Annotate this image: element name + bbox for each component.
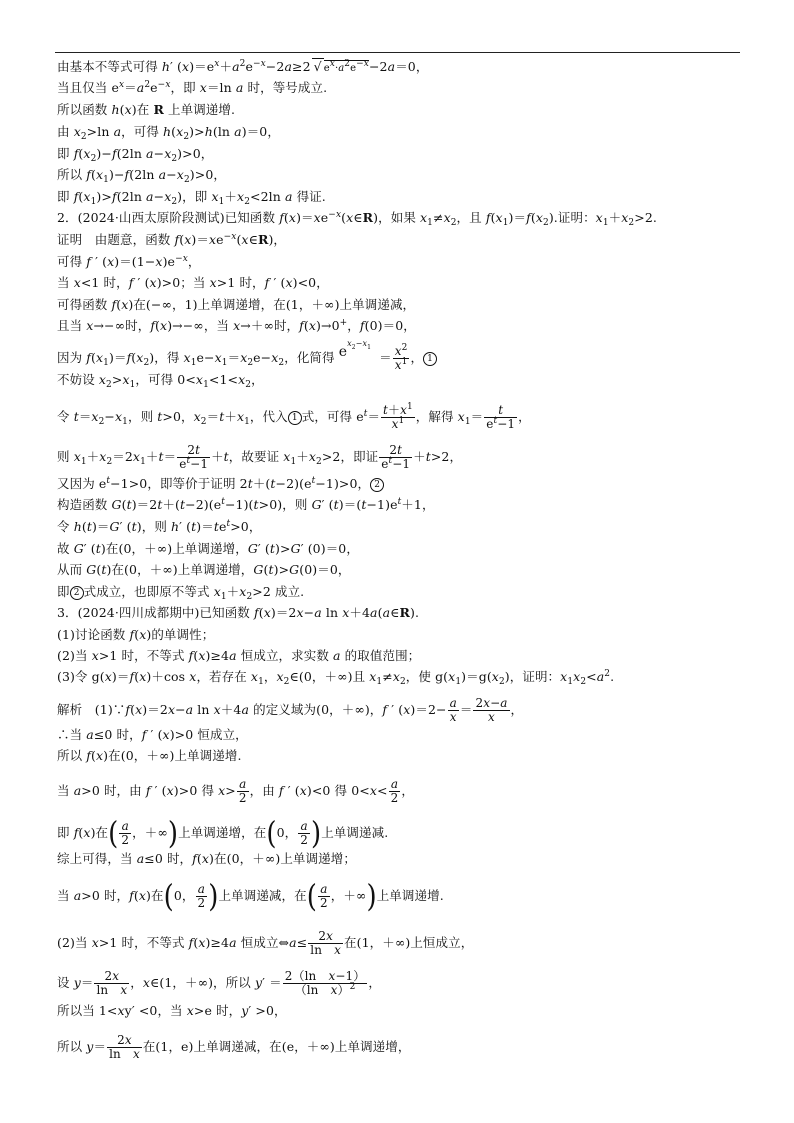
subquestion-1: (1)讨论函数 f(x)的单调性；: [57, 627, 215, 642]
text-line-33: 综上可得，当 a≤0 时，f(x)在(0，＋∞)上单调递增；: [57, 851, 356, 866]
text-line-5: 即 $f(x_2)-f(2\ln$ $a-x_2)>0$，: [57, 146, 214, 164]
text-line-16: 令 $t=x_2-x_1$，则 t>0，$x_2=t+x_1$，代入 1 式，可得 $e^t=$ $\frac{t+x^1}{x^1}$ ，解得 $x_1=$ $\frac{t}{e^t-1}$ ，: [57, 402, 531, 431]
proof-label: 证明: [57, 232, 83, 247]
problem-number: 2．: [57, 210, 78, 225]
text-line-2: 当且仅当 $e^x=a^2e^{-x}$，即 x＝ln a 时，等号成立.: [57, 80, 328, 95]
text-line-3: 所以函数 h(x)在 R 上单调递增.: [57, 102, 236, 117]
text-line-20: 令 h(t)＝G′ (t)，则 h′ $(t)=te^t>0$，: [57, 519, 262, 534]
text-line-4: 由 $x_2>\ln$ a，可得 $h(x_2)>h(\ln$ a)＝0，: [57, 124, 280, 142]
text-line-13: 且当 x→−∞时，f(x)→−∞，当 x→＋∞时，f(x)→0+，f(0)＝0，: [57, 318, 416, 333]
text-line-19: 构造函数 $G(t)=2t+(t-2)(e^t-1)(t>0)$，则 G′ $(t)=(t-1)e^t+1$，: [57, 497, 435, 512]
text-line-1: 由基本不等式可得 h′ $(x)=e^x+a^2e^{-x}-2a\ge 2$ √ $e^x\cdot a^2e^{-x}-2a=0$，: [57, 58, 428, 77]
text-line-21: 故 G′ (t)在(0，＋∞)上单调递增，G′ (t)>G′ (0)＝0，: [57, 541, 359, 556]
text-line-38: 所以 y＝ $\frac{2x}{\text{ln x}}$ 在(1，e)上单调递减，在(e，＋∞)上单调递增，: [57, 1033, 411, 1061]
text-line-36: 设 y＝ $\frac{2x}{\text{ln x}}$ ，x∈(1，＋∞)，所以 y′ ＝ $\frac{\text{2（ln x−1）}}{(\ln x)^2}$ ，: [57, 969, 381, 997]
text-line-31: 当 a>0 时，由 f ′ (x)>0 得 x> $\frac{a}{2}$ ，由 f ′ (x)<0 得 0<x< $\frac{a}{2}$ ，: [57, 777, 414, 805]
text-line-23: 即 2 式成立，也即原不等式 $x_1+x_2>2$ 成立.: [57, 584, 305, 602]
text-line-34: 当 a>0 时，f(x)在(0， $\frac{a}{2}$ )上单调递减，在( $\frac{a}{2}$ ，＋∞)上单调递增.: [57, 878, 444, 915]
analysis-label: 解析: [57, 702, 83, 717]
text-line-35: (2)当 x>1 时，不等式 f(x)≥4a 恒成立⇔a≤ $\frac{2x}{\text{ln x}}$ 在(1，＋∞)上恒成立，: [57, 929, 474, 957]
problem-source: (2024·四川成都期中): [77, 605, 200, 620]
text-line-14: 因为 $f(x_1)=f(x_2)$，得 $x_1e-x_1=x_2e-x_2$，化简得 $e^{x_2-x_1}$ ＝ $\frac{x^2}{x^1}$ ， 1: [57, 344, 437, 372]
text-line-30: 所以 f(x)在(0，＋∞)上单调递增.: [57, 748, 242, 763]
problem-source: (2024·山西太原阶段测试): [77, 210, 225, 225]
text-line-28: 解析 (1)∵f(x)＝2x−a ln x＋4a 的定义域为(0，＋∞)，f ′ (x)＝2− $\frac{a}{x}$ ＝ $\frac{2x-a}{x}$ ，: [57, 696, 524, 724]
text-line-11: 当 x<1 时，f ′ (x)>0；当 x>1 时，f ′ (x)<0，: [57, 275, 329, 290]
problem-number: 3．: [57, 605, 78, 620]
text-line-6: 所以 $f(x_1)-f(2\ln$ $a-x_2)>0$，: [57, 167, 226, 185]
problem-2-statement: 2．(2024·山西太原阶段测试)已知函数 $f(x)=xe^{-x}(x\in R)$，如果 $x_1\ne x_2$，且 $f(x_1)=f(x_2)$.证明：$x_1+x_2>2$.: [57, 210, 657, 228]
text-line-22: 从而 G(t)在(0，＋∞)上单调递增，G(t)>G(0)＝0，: [57, 562, 351, 577]
text-line-10: 可得 f ′ $(x)=(1-x)e^{-x}$，: [57, 254, 201, 269]
text-line-15: 不妨设 $x_2>x_1$，可得 $0<x_1<1<x_2$，: [57, 372, 264, 390]
subquestion-3: (3)令 g(x)＝f(x)＋cos x，若存在 $x_1$，$x_2\in(0$，＋∞)且 $x_1\ne x_2$，使 $g(x_1)=g(x_2)$，证明：$x_1x_2<a^2$.: [57, 669, 615, 687]
text-line-29: ∴当 a≤0 时，f ′ (x)>0 恒成立，: [57, 727, 248, 742]
text-line-12: 可得函数 f(x)在(−∞，1)上单调递增，在(1，＋∞)上单调递减，: [57, 297, 416, 312]
text-line-37: 所以当 1<xy′ <0，当 x>e 时，y′ >0，: [57, 1003, 287, 1018]
text-line-7: 即 $f(x_1)>f(2\ln$ $a-x_2$)，即 $x_1+x_2<2\ln$ a 得证.: [57, 189, 326, 207]
subquestion-2: (2)当 x>1 时，不等式 f(x)≥4a 恒成立，求实数 a 的取值范围；: [57, 648, 421, 663]
problem-3-statement: 3．(2024·四川成都期中)已知函数 f(x)＝2x−a ln x＋4a(a∈R).: [57, 605, 420, 620]
text-line-17: 则 $x_1+x_2=2x_1+t=$ $\frac{2t}{e^t-1}$ ＋t，故要证 $x_1+x_2>2$，即证 $\frac{2t}{e^t-1}$ ＋t>2，: [57, 443, 463, 471]
header-rule: [55, 52, 740, 53]
text-line-9: 证明 由题意，函数 $f(x)=xe^{-x}(x\in R)$，: [57, 232, 287, 247]
text-line-32: 即 f(x)在( $\frac{a}{2}$ ，＋∞)上单调递增，在(0， $\frac{a}{2}$ )上单调递减.: [57, 815, 389, 852]
text-line-18: 又因为 $e^t-1>0$，即等价于证明 $2t+(t-2)(e^t-1)>0$， 2: [57, 476, 384, 492]
